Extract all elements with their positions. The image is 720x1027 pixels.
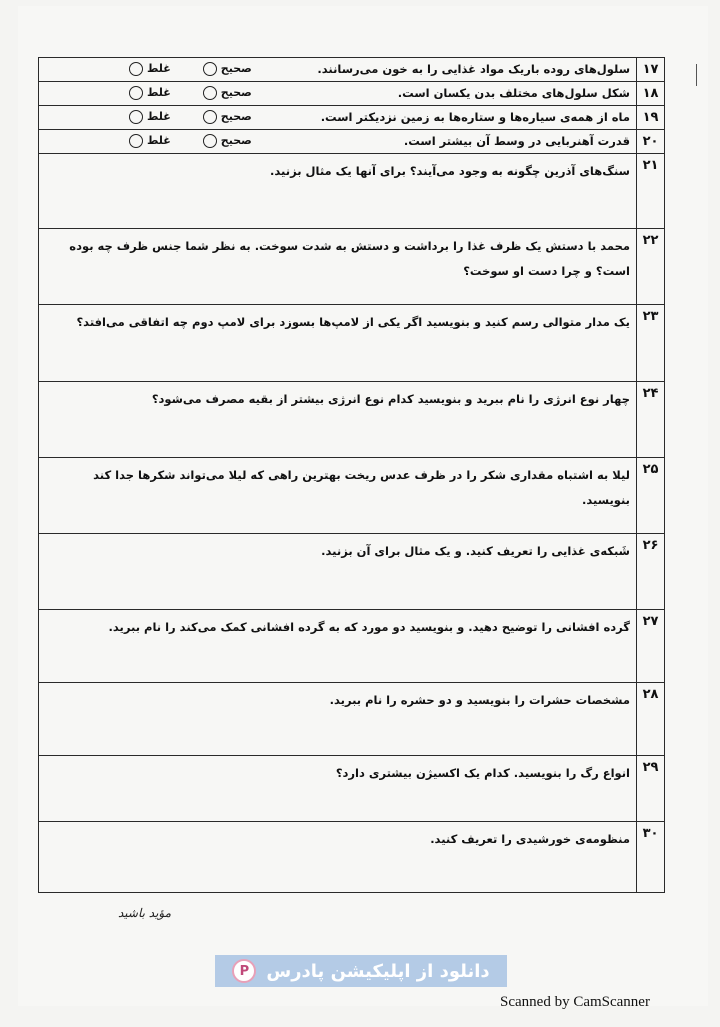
false-option[interactable]: غلط bbox=[129, 106, 171, 128]
question-row-29 bbox=[39, 756, 665, 822]
margin-mark bbox=[696, 64, 697, 86]
question-number: ۲۴ bbox=[637, 382, 665, 458]
padars-logo-icon: P bbox=[232, 959, 256, 983]
question-row-28 bbox=[39, 683, 665, 756]
false-option[interactable]: غلط bbox=[129, 130, 171, 152]
true-radio[interactable] bbox=[203, 62, 217, 76]
true-radio[interactable] bbox=[203, 134, 217, 148]
question-text: مشخصات حشرات را بنویسید و دو حشره را نام ببرید. bbox=[39, 683, 637, 756]
question-row-19 bbox=[39, 106, 665, 130]
signature: مؤید باشید bbox=[118, 906, 172, 920]
question-text: شَبکه‌ی غذایی را تعریف کنید. و یک مثال برای آن بزنید. bbox=[39, 534, 637, 610]
true-radio[interactable] bbox=[203, 110, 217, 124]
true-option[interactable]: صحیح bbox=[203, 82, 252, 104]
download-banner[interactable] bbox=[215, 955, 507, 987]
question-row-22 bbox=[39, 229, 665, 305]
question-row-21 bbox=[39, 154, 665, 229]
question-row-30 bbox=[39, 822, 665, 893]
question-number: ۱۸ bbox=[637, 82, 665, 106]
question-number: ۲۳ bbox=[637, 305, 665, 382]
true-radio[interactable] bbox=[203, 86, 217, 100]
question-number: ۲۶ bbox=[637, 534, 665, 610]
question-text: شکل سلول‌های مختلف بدن یکسان است. bbox=[397, 86, 630, 100]
false-option[interactable]: غلط bbox=[129, 58, 171, 80]
question-number: ۲۸ bbox=[637, 683, 665, 756]
question-text: سلول‌های روده باریک مواد غذایی را به خون می‌رسانند. bbox=[317, 62, 630, 76]
question-text: انواع رگ را بنویسید. کدام یک اکسیژن بیشتری دارد؟ bbox=[39, 756, 637, 822]
question-row-27 bbox=[39, 610, 665, 683]
question-text: قدرت آهنربایی در وسط آن بیشتر است. bbox=[403, 134, 630, 148]
scanner-watermark: Scanned by CamScanner bbox=[500, 994, 650, 1010]
question-number: ۲۰ bbox=[637, 130, 665, 154]
false-radio[interactable] bbox=[129, 110, 143, 124]
question-text: لیلا به اشتباه مقداری شکر را در ظرف عدس ریخت بهترین راهی که لیلا می‌تواند شکرها جدا کند بنویسید. bbox=[39, 458, 637, 534]
question-number: ۳۰ bbox=[637, 822, 665, 893]
false-radio[interactable] bbox=[129, 134, 143, 148]
question-row-26 bbox=[39, 534, 665, 610]
question-number: ۲۲ bbox=[637, 229, 665, 305]
question-number: ۲۱ bbox=[637, 154, 665, 229]
question-text: یک مدار متوالی رسم کنید و بنویسید اگر یکی از لامپ‌ها بسوزد برای لامپ دوم چه اتفاقی می‌افتد؟ bbox=[39, 305, 637, 382]
question-number: ۱۷ bbox=[637, 58, 665, 82]
question-text: چهار نوع انرژی را نام ببرید و بنویسید کدام نوع انرژی بیشتر از بقیه مصرف می‌شود؟ bbox=[39, 382, 637, 458]
question-text: ماه از همه‌ی سیاره‌ها و ستاره‌ها به زمین نزدیکتر است. bbox=[320, 110, 630, 124]
question-text: گرده افشانی را توضیح دهید. و بنویسید دو مورد که به گرده افشانی کمک می‌کند را نام ببرید. bbox=[39, 610, 637, 683]
true-option[interactable]: صحیح bbox=[203, 106, 252, 128]
question-text: محمد با دستش یک ظرف غذا را برداشت و دستش به شدت سوخت. به نظر شما جنس ظرف چه بوده است؟ و چرا دست او سوخت؟ bbox=[39, 229, 637, 305]
question-number: ۱۹ bbox=[637, 106, 665, 130]
false-radio[interactable] bbox=[129, 62, 143, 76]
question-row-18 bbox=[39, 82, 665, 106]
question-text: منظومه‌ی خورشیدی را تعریف کنید. bbox=[39, 822, 637, 893]
question-row-17 bbox=[39, 58, 665, 82]
question-text: سنگ‌های آذرین چگونه به وجود می‌آیند؟ برای آنها یک مثال بزنید. bbox=[39, 154, 637, 229]
true-option[interactable]: صحیح bbox=[203, 130, 252, 152]
question-number: ۲۵ bbox=[637, 458, 665, 534]
true-option[interactable]: صحیح bbox=[203, 58, 252, 80]
banner-text: دانلود از اپلیکیشن پادرس bbox=[266, 960, 490, 982]
question-row-24 bbox=[39, 382, 665, 458]
question-row-20 bbox=[39, 130, 665, 154]
question-number: ۲۷ bbox=[637, 610, 665, 683]
question-row-25 bbox=[39, 458, 665, 534]
question-row-23 bbox=[39, 305, 665, 382]
false-radio[interactable] bbox=[129, 86, 143, 100]
question-number: ۲۹ bbox=[637, 756, 665, 822]
false-option[interactable]: غلط bbox=[129, 82, 171, 104]
questions-table bbox=[38, 57, 665, 893]
